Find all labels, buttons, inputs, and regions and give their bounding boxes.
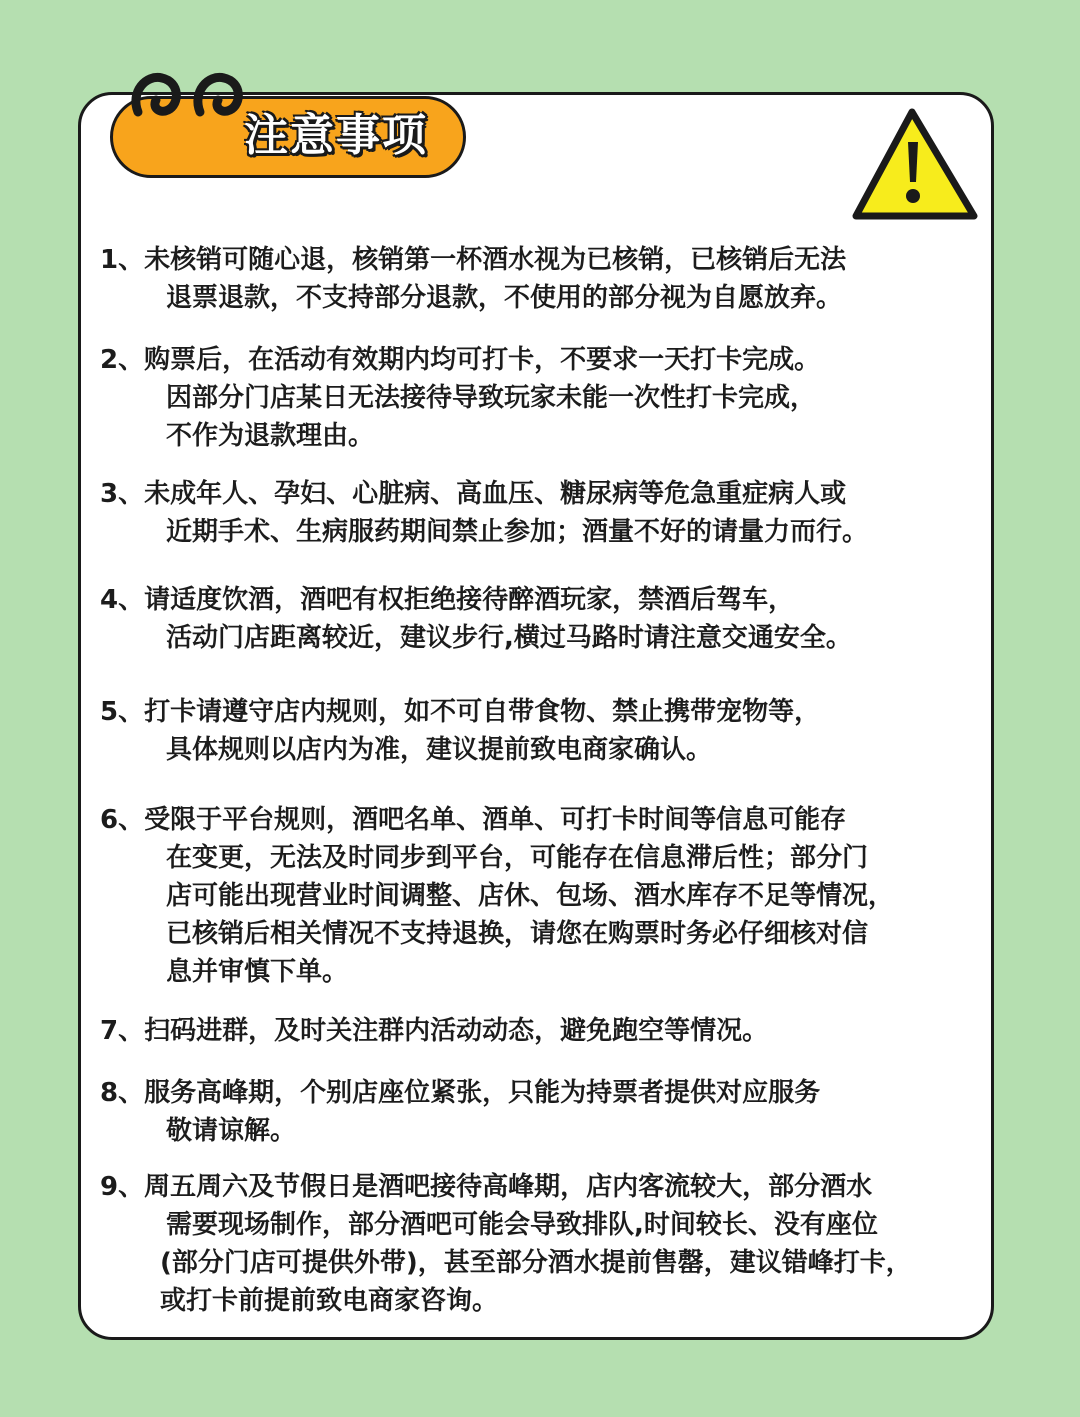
note-line: 活动门店距离较近，建议步行,横过马路时请注意交通安全。 [166,623,852,653]
note-line: 退票退款，不支持部分退款，不使用的部分视为自愿放弃。 [166,283,843,313]
note-line: 8、服务高峰期，个别店座位紧张，只能为持票者提供对应服务 [100,1078,821,1108]
note-item-8 [100,1074,980,1150]
note-line: 9、周五周六及节假日是酒吧接待高峰期，店内客流较大，部分酒水 [100,1172,873,1202]
note-line: 近期手术、生病服药期间禁止参加；酒量不好的请量力而行。 [166,517,869,547]
note-item-9 [100,1168,980,1320]
note-line: 不作为退款理由。 [166,421,375,451]
note-line: 6、受限于平台规则，酒吧名单、酒单、可打卡时间等信息可能存 [100,805,847,835]
note-line: 需要现场制作，部分酒吧可能会导致排队,时间较长、没有座位 [166,1210,878,1240]
note-line: 5、打卡请遵守店内规则，如不可自带食物、禁止携带宠物等， [100,697,821,727]
note-item-6 [100,801,980,991]
note-item-5 [100,693,980,769]
page-title: 注意事项 [244,110,428,161]
note-line: 息并审慎下单。 [166,957,349,987]
note-line: 1、未核销可随心退，核销第一杯酒水视为已核销，已核销后无法 [100,245,847,275]
note-item-4 [100,581,980,657]
note-line: 具体规则以店内为准，建议提前致电商家确认。 [166,735,713,765]
note-line: 已核销后相关情况不支持退换，请您在购票时务必仔细核对信 [166,919,869,949]
note-line: (部分门店可提供外带)，甚至部分酒水提前售罄，建议错峰打卡， [160,1248,912,1278]
note-item-1 [100,241,980,317]
note-line: 或打卡前提前致电商家咨询。 [160,1286,499,1316]
note-line: 店可能出现营业时间调整、店休、包场、酒水库存不足等情况， [166,881,895,911]
note-line: 3、未成年人、孕妇、心脏病、高血压、糖尿病等危急重症病人或 [100,479,847,509]
note-item-3 [100,475,980,551]
note-line: 4、请适度饮酒，酒吧有权拒绝接待醉酒玩家，禁酒后驾车， [100,585,795,615]
note-item-2 [100,341,980,455]
note-line: 敬请谅解。 [166,1116,297,1146]
note-line: 因部分门店某日无法接待导致玩家未能一次性打卡完成， [166,383,817,413]
note-item-7 [100,1012,980,1050]
note-line: 在变更，无法及时同步到平台，可能存在信息滞后性；部分门 [166,843,869,873]
note-line: 2、购票后，在活动有效期内均可打卡，不要求一天打卡完成。 [100,345,821,375]
note-line: 7、扫码进群，及时关注群内活动动态，避免跑空等情况。 [100,1016,769,1046]
